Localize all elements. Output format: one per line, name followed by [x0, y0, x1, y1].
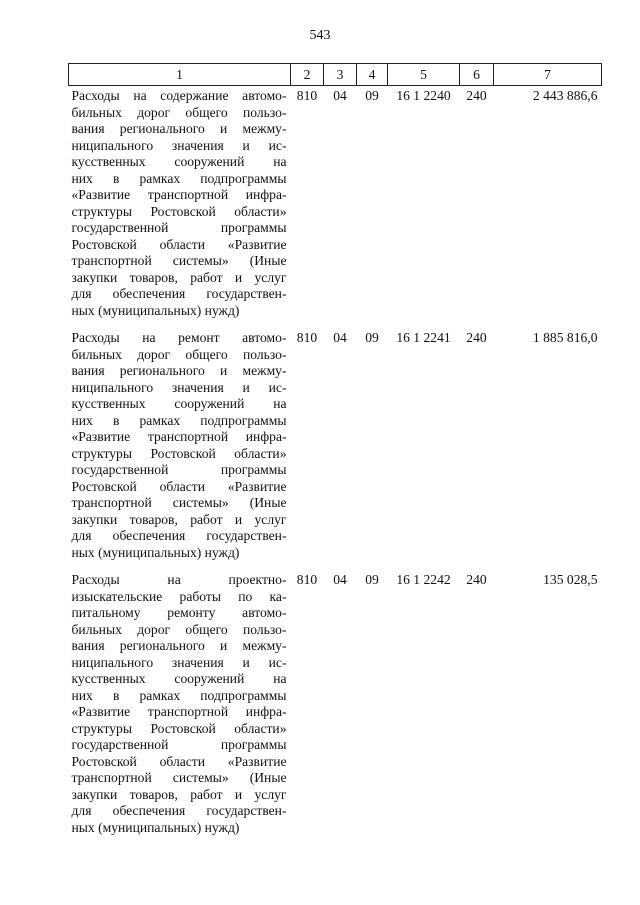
row-expense-type: 240	[466, 88, 487, 103]
header-col-6: 6	[460, 64, 494, 86]
description-line: закупки товаров, работ и услуг	[71, 786, 287, 802]
row-amount: 2 443 886,6	[532, 88, 598, 103]
row-ministry-code: 810	[296, 88, 318, 103]
table-row	[69, 328, 602, 570]
description-line: Расходы на содержание автомо-	[71, 88, 287, 103]
row-target-article: 16 1 2242	[396, 572, 451, 587]
description-line: бильных дорог общего пользо-	[71, 621, 287, 637]
description-line: Ростовской области «Развитие	[71, 478, 287, 494]
description-line: структуры Ростовской области»	[71, 445, 287, 461]
description-line: транспортной системы» (Иные	[71, 495, 287, 510]
row-section-code: 04	[333, 330, 347, 345]
header-col-3: 3	[324, 64, 357, 86]
header-col-4: 4	[357, 64, 388, 86]
description-line: «Развитие транспортной инфра-	[71, 187, 287, 202]
table-row	[69, 86, 602, 329]
description-line: ных (муниципальных) нужд)	[71, 819, 240, 835]
description-line: бильных дорог общего пользо-	[71, 104, 287, 120]
row-subsection-code: 09	[365, 88, 379, 103]
row-description	[69, 570, 291, 845]
description-line: закупки товаров, работ и услуг	[71, 511, 287, 527]
row-target-article: 16 1 2241	[396, 330, 451, 345]
description-line: структуры Ростовской области»	[71, 203, 287, 219]
description-line: бильных дорог общего пользо-	[71, 346, 287, 362]
description-line: вания регионального и межму-	[71, 638, 287, 653]
description-line: кусственных сооружений на	[71, 396, 287, 411]
description-line: Расходы на ремонт автомо-	[71, 330, 287, 345]
description-line: ниципального значения и ис-	[71, 654, 287, 670]
description-line: вания регионального и межму-	[71, 363, 287, 378]
description-line: ниципального значения и ис-	[71, 137, 287, 153]
table-header	[69, 64, 602, 86]
row-description	[69, 86, 291, 329]
header-col-7: 7	[494, 64, 602, 86]
description-line: транспортной системы» (Иные	[71, 770, 287, 785]
description-line: для обеспечения государствен-	[71, 528, 287, 543]
description-line: вания регионального и межму-	[71, 121, 287, 136]
description-line: Ростовской области «Развитие	[71, 236, 287, 252]
row-section-code: 04	[333, 572, 347, 587]
description-line: «Развитие транспортной инфра-	[71, 704, 287, 719]
row-ministry-code: 810	[296, 330, 318, 345]
table-row	[69, 570, 602, 845]
description-line: «Развитие транспортной инфра-	[71, 429, 287, 444]
table-body	[69, 86, 602, 846]
description-line: них в рамках подпрограммы	[71, 412, 287, 428]
header-col-5: 5	[388, 64, 460, 86]
description-line: закупки товаров, работ и услуг	[71, 269, 287, 285]
row-expense-type: 240	[466, 330, 487, 345]
row-subsection-code: 09	[365, 330, 379, 345]
description-line: государственной программы	[71, 462, 287, 477]
description-line: транспортной системы» (Иные	[71, 253, 287, 268]
row-expense-type: 240	[466, 572, 487, 587]
description-line: ниципального значения и ис-	[71, 379, 287, 395]
header-col-1: 1	[69, 64, 291, 86]
description-line: Расходы на проектно-	[71, 572, 287, 587]
description-line: государственной программы	[71, 737, 287, 752]
header-row	[69, 64, 602, 86]
row-subsection-code: 09	[365, 572, 379, 587]
row-description	[69, 328, 291, 570]
description-line: кусственных сооружений на	[71, 154, 287, 169]
row-target-article: 16 1 2240	[396, 88, 451, 103]
row-amount: 135 028,5	[543, 572, 598, 587]
description-line: ных (муниципальных) нужд)	[71, 544, 240, 560]
description-line: них в рамках подпрограммы	[71, 170, 287, 186]
description-line: для обеспечения государствен-	[71, 803, 287, 818]
budget-table	[68, 63, 602, 845]
description-line: кусственных сооружений на	[71, 671, 287, 686]
description-line: Ростовской области «Развитие	[71, 753, 287, 769]
description-line: для обеспечения государствен-	[71, 286, 287, 301]
row-section-code: 04	[333, 88, 347, 103]
description-line: структуры Ростовской области»	[71, 720, 287, 736]
row-ministry-code: 810	[296, 572, 318, 587]
description-line: ных (муниципальных) нужд)	[71, 302, 240, 318]
description-line: изыскательские работы по ка-	[71, 588, 287, 604]
header-col-2: 2	[291, 64, 324, 86]
row-amount: 1 885 816,0	[532, 330, 598, 345]
description-line: них в рамках подпрограммы	[71, 687, 287, 703]
page-number: 543	[309, 28, 331, 43]
description-line: питальному ремонту автомо-	[71, 605, 287, 620]
description-line: государственной программы	[71, 220, 287, 235]
